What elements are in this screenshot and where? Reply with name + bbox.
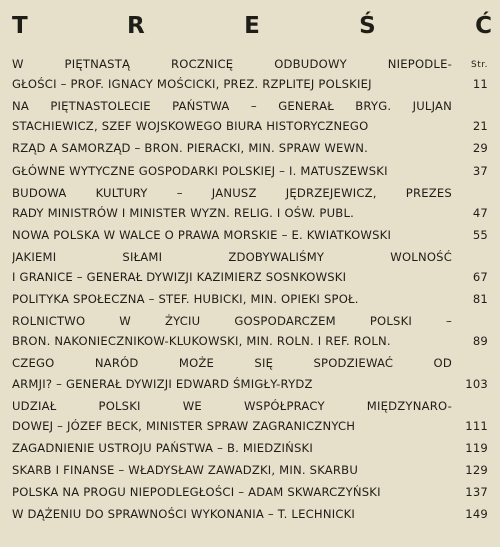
toc-entry-text: NA PIĘTNASTOLECIE PAŃSTWA – GENERAŁ BRYG. JULJAN (12, 99, 452, 114)
toc-entry-line (12, 164, 488, 184)
toc-entry-text: ROLNICTWO W ŻYCIU GOSPODARCZEM POLSKI – (12, 314, 452, 329)
toc-entry-line (12, 507, 488, 527)
toc-page-number: 55 (472, 227, 488, 242)
toc-entry-line (12, 186, 488, 206)
toc-entry-text: BRON. NAKONIECZNIKOW-KLUKOWSKI, MIN. ROLN. I REF. ROLN. (12, 334, 391, 349)
toc-page-number: 103 (465, 376, 488, 391)
toc-page-number: 149 (465, 507, 488, 522)
toc-entry-text: I GRANICE – GENERAŁ DYWIZJI KAZIMIERZ SOSNKOWSKI (12, 270, 347, 284)
toc-page-number: 137 (465, 485, 488, 499)
toc-entry-line (12, 356, 488, 376)
toc-entry-text: GŁÓWNE WYTYCZNE GOSPODARKI POLSKIEJ – I. MATUSZEWSKI (12, 163, 388, 178)
title-letter: Ć (475, 13, 492, 39)
toc-page-number: 111 (465, 418, 488, 433)
toc-entry-text: SKARB I FINANSE – WŁADYSŁAW ZAWADZKI, MIN. SKARBU (12, 462, 359, 477)
toc-entry-text: GŁOŚCI – PROF. IGNACY MOŚCICKI, PREZ. RZPLITEJ POLSKIEJ (12, 77, 372, 92)
toc-entry-line (12, 99, 488, 119)
toc-entry-text: RADY MINISTRÓW I MINISTER WYZN. RELIG. I OŚW. PUBL. (12, 205, 355, 220)
toc-page-number: 37 (472, 163, 488, 178)
toc-entry-line (12, 141, 488, 161)
toc-entry-text: UDZIAŁ POLSKI WE WSPÓŁPRACY MIĘDZYNARO- (12, 398, 452, 413)
toc-entry-text: ZAGADNIENIE USTROJU PAŃSTWA – B. MIEDZIŃSKI (12, 440, 313, 455)
title-letter: R (127, 13, 145, 39)
toc-entry-line (12, 463, 488, 483)
toc-entry-text: STACHIEWICZ, SZEF WOJSKOWEGO BIURA HISTORYCZNEGO (12, 119, 369, 134)
toc-entry-line (12, 377, 488, 397)
title-letter: Ś (359, 13, 376, 39)
title-letter: T (12, 13, 28, 39)
toc-page-number: 47 (472, 205, 488, 220)
toc-page-number: 11 (472, 77, 488, 92)
toc-entry-line (12, 441, 488, 461)
toc-entry-line (12, 119, 488, 139)
page-column-label: Str. (471, 60, 488, 70)
toc-entry-text: JAKIEMI SIŁAMI ZDOBYWALIŚMY WOLNOŚĆ (12, 249, 452, 264)
toc-entry-text: RZĄD A SAMORZĄD – BRON. PIERACKI, MIN. SPRAW WEWN. (12, 141, 368, 156)
toc-page-number: 129 (465, 462, 488, 477)
toc-entry-line (12, 270, 488, 290)
toc-entry-line (12, 228, 488, 248)
toc-entry-line (12, 485, 488, 505)
toc-page-number: 81 (472, 292, 488, 307)
toc-entry-text: ARMJI? – GENERAŁ DYWIZJI EDWARD ŚMIGŁY-RYDZ (12, 376, 313, 391)
toc-entry-line (12, 206, 488, 226)
toc-page-number: 67 (472, 270, 488, 284)
page-title (12, 10, 492, 42)
toc-page-number: 21 (472, 119, 488, 134)
toc-page-number: 89 (472, 334, 488, 349)
toc-entry-line (12, 399, 488, 419)
toc-entry-text: DOWEJ – JÓZEF BECK, MINISTER SPRAW ZAGRANICZNYCH (12, 418, 356, 433)
toc-entry-line (12, 77, 488, 97)
toc-entry-line (12, 57, 488, 77)
toc-entry-text: NOWA POLSKA W WALCE O PRAWA MORSKIE – E. KWIATKOWSKI (12, 227, 392, 242)
toc-entry-line (12, 334, 488, 354)
title-letter: E (244, 13, 260, 39)
toc-entry-text: POLITYKA SPOŁECZNA – STEF. HUBICKI, MIN. OPIEKI SPOŁ. (12, 292, 359, 307)
toc-entry-line (12, 419, 488, 439)
toc-entry-line (12, 314, 488, 334)
toc-entry-line (12, 250, 488, 270)
toc-entry-text: POLSKA NA PROGU NIEPODLEGŁOŚCI – ADAM SKWARCZYŃSKI (12, 485, 381, 499)
toc-entry-text: W PIĘTNASTĄ ROCZNICĘ ODBUDOWY NIEPODLE- (12, 57, 452, 71)
toc-entry-line (12, 292, 488, 312)
toc-entry-text: BUDOWA KULTURY – JANUSZ JĘDRZEJEWICZ, PREZES (12, 185, 452, 200)
toc-entry-text: CZEGO NARÓD MOŻE SIĘ SPODZIEWAĆ OD (12, 356, 452, 371)
toc-page-number: 29 (472, 141, 488, 156)
toc-page-number: 119 (465, 440, 488, 455)
toc-entry-text: W DĄŻENIU DO SPRAWNOŚCI WYKONANIA – T. LECHNICKI (12, 507, 356, 522)
